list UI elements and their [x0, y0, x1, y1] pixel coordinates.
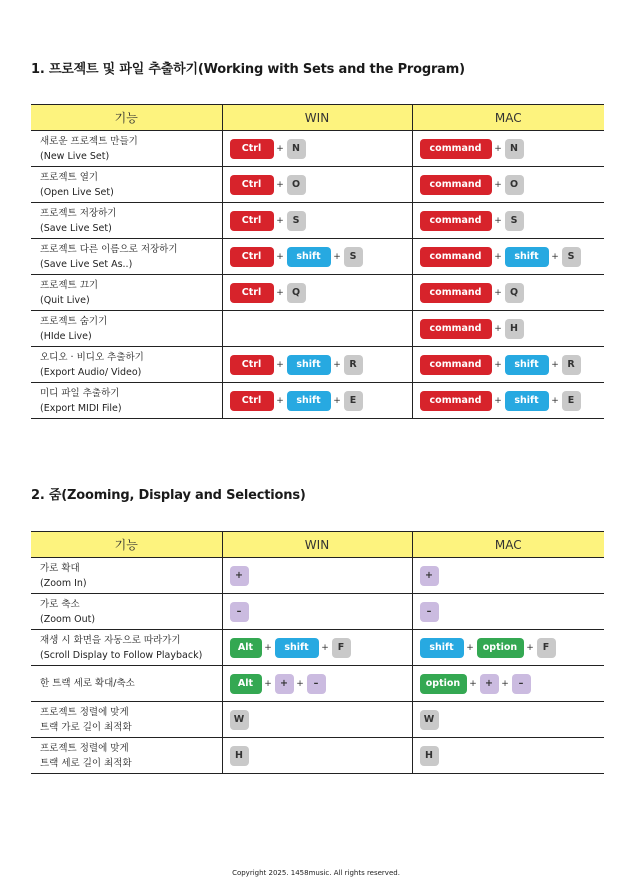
key-badge: command — [420, 175, 492, 195]
function-name: 한 트랙 세로 확대/축소 — [40, 678, 135, 689]
key-badge: shift — [420, 638, 464, 658]
key-badge: E — [562, 391, 581, 411]
plus-sign: + — [551, 395, 559, 406]
function-cell — [31, 738, 222, 774]
function-detail: (Open Live Set) — [40, 186, 114, 198]
function-name: 미디 파일 추출하기 — [40, 387, 120, 399]
key-badge: S — [344, 247, 363, 267]
table-row — [31, 167, 604, 203]
plus-sign: + — [276, 179, 284, 190]
mac-shortcut-cell — [412, 311, 604, 347]
plus-sign: + — [494, 179, 502, 190]
mac-shortcut-cell — [412, 738, 604, 774]
plus-sign: + — [333, 251, 341, 262]
function-cell — [31, 383, 222, 419]
plus-sign: + — [296, 678, 304, 689]
zoom-shortcuts-table — [31, 531, 604, 774]
mac-shortcut-cell — [412, 203, 604, 239]
win-shortcut-cell — [222, 630, 412, 666]
plus-sign: + — [494, 359, 502, 370]
function-cell — [31, 702, 222, 738]
function-cell — [31, 666, 222, 702]
win-shortcut-cell — [222, 167, 412, 203]
function-name: 프로젝트 정렬에 맞게 — [40, 742, 129, 754]
win-shortcut-cell — [222, 347, 412, 383]
key-badge: Ctrl — [230, 247, 274, 267]
mac-shortcut-cell — [412, 275, 604, 311]
plus-sign: + — [276, 251, 284, 262]
key-badge: shift — [275, 638, 319, 658]
key-badge: command — [420, 283, 492, 303]
key-badge: Ctrl — [230, 355, 274, 375]
function-cell — [31, 347, 222, 383]
mac-shortcut-cell — [412, 702, 604, 738]
key-badge: command — [420, 355, 492, 375]
function-cell — [31, 630, 222, 666]
table-row — [31, 666, 604, 702]
win-shortcut-cell — [222, 594, 412, 630]
key-badge: E — [344, 391, 363, 411]
function-detail: (Export Audio/ Video) — [40, 366, 142, 378]
function-name: 재생 시 화면을 자동으로 따라가기 — [40, 634, 181, 646]
function-cell — [31, 131, 222, 167]
function-detail: (Save Live Set As..) — [40, 258, 133, 270]
table-row — [31, 131, 604, 167]
key-badge: Alt — [230, 638, 262, 658]
function-cell — [31, 203, 222, 239]
function-cell — [31, 275, 222, 311]
table-row — [31, 203, 604, 239]
function-cell — [31, 239, 222, 275]
key-badge: F — [332, 638, 351, 658]
key-badge: + — [230, 566, 249, 586]
function-detail: (Save Live Set) — [40, 222, 112, 234]
mac-shortcut-cell — [412, 167, 604, 203]
key-badge: option — [420, 674, 467, 694]
key-badge: Ctrl — [230, 139, 274, 159]
key-badge: F — [537, 638, 556, 658]
table-row — [31, 383, 604, 419]
plus-sign: + — [494, 395, 502, 406]
key-badge: Ctrl — [230, 175, 274, 195]
key-badge: Alt — [230, 674, 262, 694]
key-badge: shift — [287, 391, 331, 411]
key-badge: shift — [287, 355, 331, 375]
plus-sign: + — [494, 215, 502, 226]
key-badge: Q — [287, 283, 306, 303]
key-badge: O — [287, 175, 306, 195]
key-badge: shift — [505, 355, 549, 375]
key-badge: H — [505, 319, 524, 339]
plus-sign: + — [264, 678, 272, 689]
plus-sign: + — [333, 395, 341, 406]
plus-sign: + — [276, 215, 284, 226]
win-shortcut-cell — [222, 558, 412, 594]
header-mac: MAC — [412, 105, 604, 131]
key-badge: command — [420, 247, 492, 267]
mac-shortcut-cell — [412, 239, 604, 275]
key-badge: S — [287, 211, 306, 231]
table-row — [31, 594, 604, 630]
key-badge: W — [230, 710, 249, 730]
plus-sign: + — [551, 251, 559, 262]
mac-shortcut-cell — [412, 383, 604, 419]
function-cell — [31, 167, 222, 203]
mac-shortcut-cell — [412, 666, 604, 702]
plus-sign: + — [494, 323, 502, 334]
table-row — [31, 275, 604, 311]
function-name: 프로젝트 열기 — [40, 171, 99, 183]
key-badge: H — [230, 746, 249, 766]
plus-sign: + — [494, 143, 502, 154]
section2-title: 2. 줌(Zooming, Display and Selections) — [31, 488, 306, 503]
table-row — [31, 738, 604, 774]
file-shortcuts-table — [31, 104, 604, 419]
plus-sign: + — [264, 642, 272, 653]
key-badge: Ctrl — [230, 391, 274, 411]
function-detail: (Quit Live) — [40, 294, 90, 306]
function-cell — [31, 594, 222, 630]
function-detail: 트랙 가로 길이 최적화 — [40, 721, 132, 733]
table-row — [31, 558, 604, 594]
plus-sign: + — [501, 678, 509, 689]
key-badge: command — [420, 319, 492, 339]
win-shortcut-cell — [222, 702, 412, 738]
plus-sign: + — [466, 642, 474, 653]
plus-sign: + — [494, 251, 502, 262]
function-detail: (Export MIDI File) — [40, 402, 122, 414]
win-shortcut-cell — [222, 275, 412, 311]
key-badge: S — [505, 211, 524, 231]
function-cell — [31, 311, 222, 347]
function-detail: (New Live Set) — [40, 150, 110, 162]
key-badge: + — [420, 566, 439, 586]
copyright-footer: Copyright 2025. 1458music. All rights reserved. — [232, 869, 400, 877]
function-name: 오디오 · 비디오 추출하기 — [40, 351, 144, 363]
function-name: 프로젝트 정렬에 맞게 — [40, 706, 129, 718]
table-row — [31, 239, 604, 275]
key-badge: W — [420, 710, 439, 730]
function-name: 프로젝트 다른 이름으로 저장하기 — [40, 243, 178, 255]
key-badge: H — [420, 746, 439, 766]
mac-shortcut-cell — [412, 131, 604, 167]
key-badge: + — [480, 674, 499, 694]
function-detail: (Scroll Display to Follow Playback) — [40, 649, 203, 661]
header-function: 기능 — [31, 105, 222, 131]
table-row — [31, 702, 604, 738]
table-row — [31, 311, 604, 347]
plus-sign: + — [551, 359, 559, 370]
table-header-row — [31, 105, 604, 131]
key-badge: command — [420, 211, 492, 231]
win-shortcut-cell — [222, 311, 412, 347]
key-badge: Ctrl — [230, 283, 274, 303]
key-badge: command — [420, 391, 492, 411]
plus-sign: + — [526, 642, 534, 653]
key-badge: shift — [505, 247, 549, 267]
table-row — [31, 347, 604, 383]
mac-shortcut-cell — [412, 558, 604, 594]
key-badge: O — [505, 175, 524, 195]
plus-sign: + — [469, 678, 477, 689]
key-badge: shift — [505, 391, 549, 411]
function-name: 프로젝트 끄기 — [40, 279, 99, 291]
win-shortcut-cell — [222, 666, 412, 702]
header-mac: MAC — [412, 532, 604, 558]
function-name: 새로운 프로젝트 만들기 — [40, 135, 138, 147]
win-shortcut-cell — [222, 131, 412, 167]
key-badge: option — [477, 638, 524, 658]
mac-shortcut-cell — [412, 347, 604, 383]
key-badge: command — [420, 139, 492, 159]
header-win: WIN — [222, 532, 412, 558]
plus-sign: + — [276, 287, 284, 298]
key-badge: R — [344, 355, 363, 375]
function-cell — [31, 558, 222, 594]
key-badge: – — [420, 602, 439, 622]
win-shortcut-cell — [222, 203, 412, 239]
key-badge: N — [287, 139, 306, 159]
table-row — [31, 630, 604, 666]
key-badge: shift — [287, 247, 331, 267]
function-detail: (Zoom Out) — [40, 613, 96, 625]
plus-sign: + — [276, 143, 284, 154]
win-shortcut-cell — [222, 383, 412, 419]
function-detail: (Zoom In) — [40, 577, 87, 589]
key-badge: Ctrl — [230, 211, 274, 231]
plus-sign: + — [276, 359, 284, 370]
function-detail: 트랙 세로 길이 최적화 — [40, 757, 132, 769]
plus-sign: + — [276, 395, 284, 406]
key-badge: – — [230, 602, 249, 622]
header-function: 기능 — [31, 532, 222, 558]
section1-title: 1. 프로젝트 및 파일 추출하기(Working with Sets and the Program) — [31, 62, 465, 77]
key-badge: – — [512, 674, 531, 694]
win-shortcut-cell — [222, 738, 412, 774]
key-badge: + — [275, 674, 294, 694]
plus-sign: + — [333, 359, 341, 370]
plus-sign: + — [494, 287, 502, 298]
function-name: 프로젝트 저장하기 — [40, 207, 117, 219]
win-shortcut-cell — [222, 239, 412, 275]
function-name: 프로젝트 숨기기 — [40, 315, 108, 327]
plus-sign: + — [321, 642, 329, 653]
key-badge: Q — [505, 283, 524, 303]
function-detail: (HIde Live) — [40, 330, 92, 342]
key-badge: R — [562, 355, 581, 375]
key-badge: – — [307, 674, 326, 694]
function-name: 가로 축소 — [40, 598, 80, 610]
table-header-row — [31, 532, 604, 558]
mac-shortcut-cell — [412, 594, 604, 630]
function-name: 가로 확대 — [40, 562, 80, 574]
key-badge: N — [505, 139, 524, 159]
key-badge: S — [562, 247, 581, 267]
header-win: WIN — [222, 105, 412, 131]
mac-shortcut-cell — [412, 630, 604, 666]
